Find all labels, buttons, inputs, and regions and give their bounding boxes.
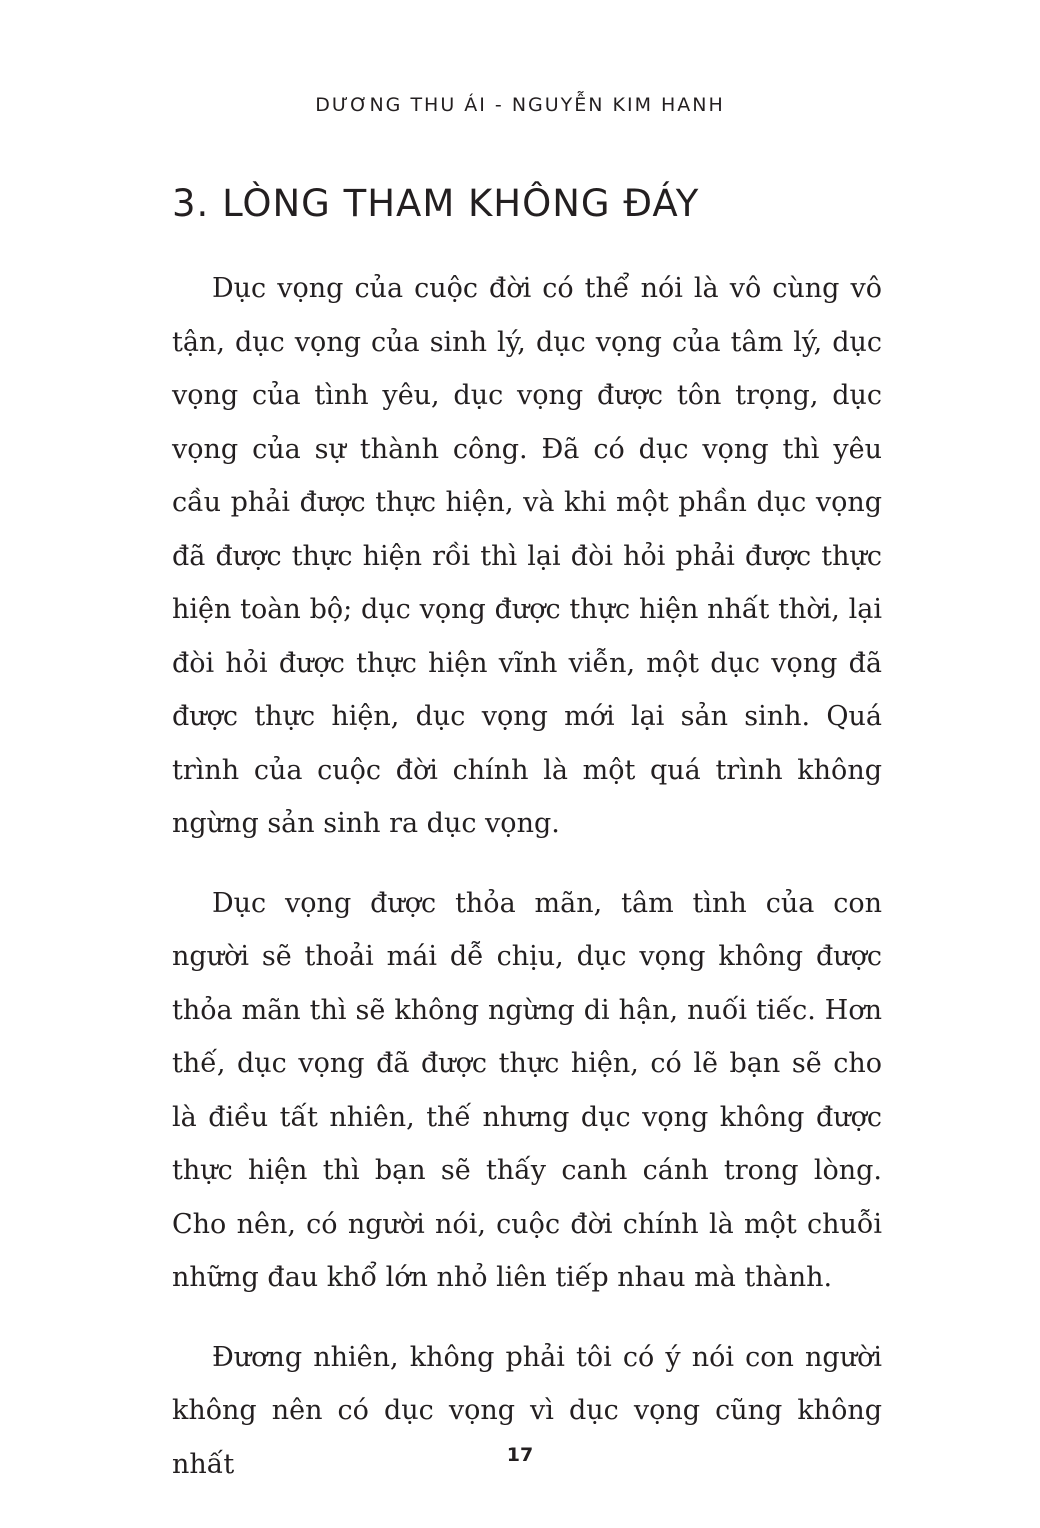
paragraph-3: Đương nhiên, không phải tôi có ý nói con người không nên có dục vọng vì dục vọng cũng không nhất bbox=[172, 1341, 882, 1480]
running-header: DƯƠNG THU ÁI - NGUYỄN KIM HANH bbox=[315, 94, 725, 116]
paragraph-2: Dục vọng được thỏa mãn, tâm tình của con người sẽ thoải mái dễ chịu, dục vọng không được thỏa mãn thì sẽ không ngừng di hận, nuối tiếc. Hơn thế, dục vọng đã được thực hiện, có lẽ bạn sẽ cho là điều tất nhiên, thế nhưng dục vọng không được thực hiện thì bạn sẽ thấy canh cánh trong lòng. Cho nên, có người nói, cuộc đời chính là một chuỗi những đau khổ lớn nhỏ liên tiếp nhau mà thành. bbox=[172, 887, 882, 1293]
body-text bbox=[172, 262, 882, 1517]
page-number: 17 bbox=[506, 1444, 534, 1466]
paragraph-1: Dục vọng của cuộc đời có thể nói là vô cùng vô tận, dục vọng của sinh lý, dục vọng của tâm lý, dục vọng của tình yêu, dục vọng được tôn trọng, dục vọng của sự thành công. Đã có dục vọng thì yêu cầu phải được thực hiện, và khi một phần dục vọng đã được thực hiện rồi thì lại đòi hỏi phải được thực hiện toàn bộ; dục vọng được thực hiện nhất thời, lại đòi hỏi được thực hiện vĩnh viễn, một dục vọng đã được thực hiện, dục vọng mới lại sản sinh. Quá trình của cuộc đời chính là một quá trình không ngừng sản sinh ra dục vọng. bbox=[172, 273, 882, 839]
chapter-title: 3. LÒNG THAM KHÔNG ĐÁY bbox=[172, 182, 700, 225]
